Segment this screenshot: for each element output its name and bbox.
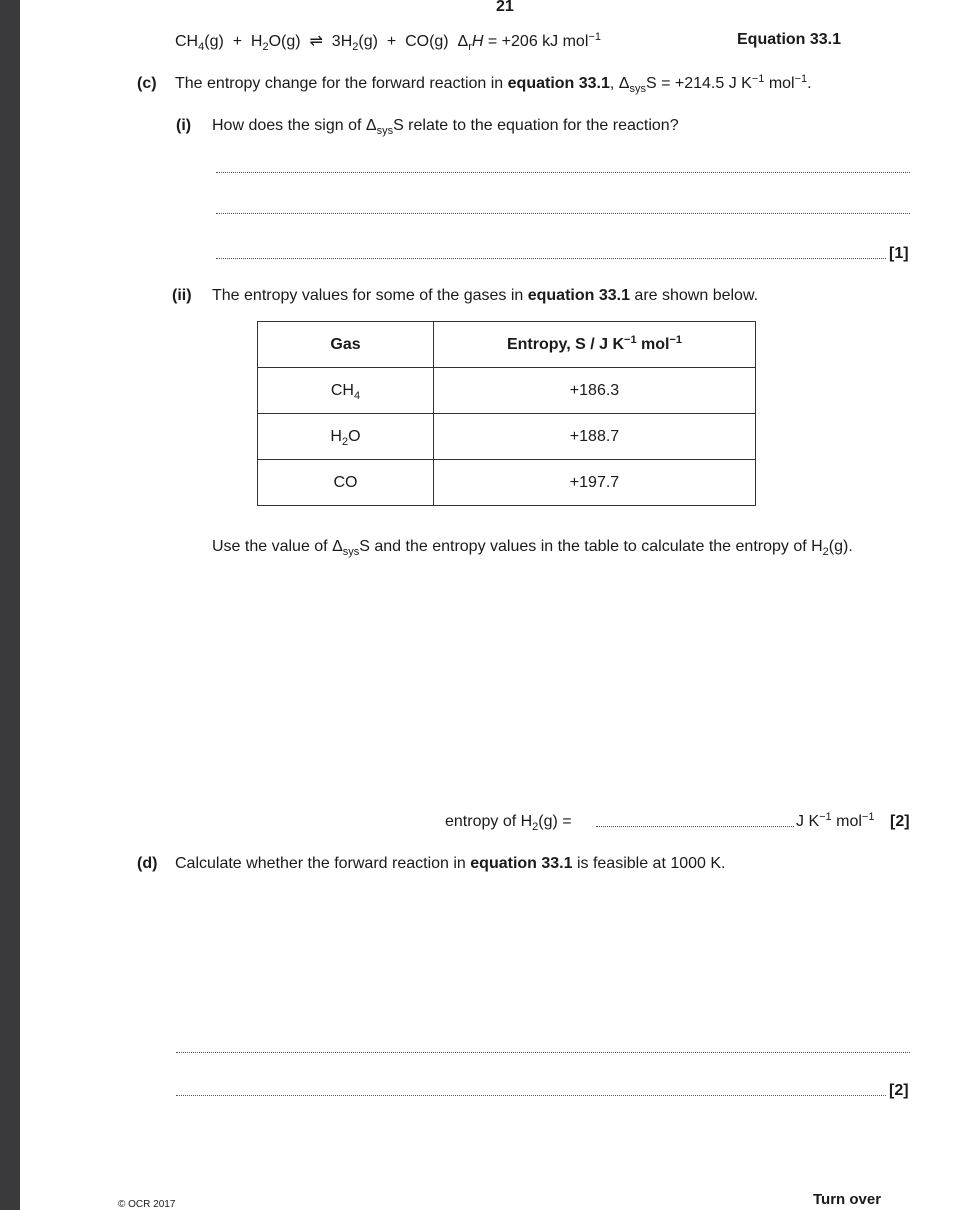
- part-c-ii-label: (ii): [172, 287, 192, 304]
- answer-line-1[interactable]: [216, 172, 910, 173]
- table-row: [258, 414, 756, 460]
- equilibrium-arrow-icon: ⇌: [309, 33, 323, 50]
- part-c-ii-instruction: Use the value of $\Delta_{sys}S$ and the entropy values in the table to calculate the entropy of $H_2(g)$.: [212, 538, 853, 558]
- table-row: [258, 368, 756, 414]
- answer-line-2[interactable]: [216, 213, 910, 214]
- entropy-table: [257, 321, 756, 506]
- table-header-row: [258, 322, 756, 368]
- answer-line-3[interactable]: [216, 258, 886, 259]
- marks-c-ii: [2]: [890, 813, 910, 830]
- answer-entropy-label: entropy of $H_2(g)$ =: [445, 813, 572, 833]
- header-entropy: Entropy, S / J $K^{-1}$ mol$^{-1}$: [434, 322, 756, 368]
- marks-d: [2]: [889, 1082, 909, 1099]
- header-gas: Gas: [258, 322, 434, 368]
- equation-label: Equation 33.1: [737, 31, 842, 48]
- part-c-i-label: (i): [176, 117, 192, 134]
- part-d-label: (d): [137, 855, 158, 872]
- answer-line-d-1[interactable]: [176, 1052, 910, 1053]
- turn-over: Turn over: [813, 1191, 882, 1208]
- gas-cell: $CH_4$: [258, 368, 434, 414]
- copyright: © OCR 2017: [118, 1199, 176, 1210]
- answer-line-d-2[interactable]: [176, 1095, 886, 1096]
- table-row: [258, 460, 756, 506]
- part-c-ii-text: The entropy values for some of the gases in equation 33.1 are shown below.: [212, 287, 759, 304]
- left-dark-edge: [0, 0, 20, 1210]
- part-c-label: (c): [137, 75, 157, 92]
- answer-units: J $K^{-1}$ mol$^{-1}$: [796, 811, 875, 830]
- entropy-cell: +197.7: [434, 460, 756, 506]
- part-c-i-question: How does the sign of $\Delta_{sys}S$ relate to the equation for the reaction?: [212, 117, 679, 137]
- entropy-cell: +188.7: [434, 414, 756, 460]
- page-number: 21: [496, 0, 514, 15]
- gas-cell: $H_2O$: [258, 414, 434, 460]
- entropy-cell: +186.3: [434, 368, 756, 414]
- gas-cell: CO: [258, 460, 434, 506]
- part-c-text: The entropy change for the forward reaction in equation 33.1, $\Delta_{sys}S = +214.5$ J $K^{-1}$ mol$^{-1}$.: [175, 73, 812, 95]
- part-d-text: Calculate whether the forward reaction in equation 33.1 is feasible at 1000 K.: [175, 855, 726, 872]
- equation-33-1: $CH_4(g) + H_2O(g)$ ⇌ $3H_2(g) + CO(g) \Delta_rH = +206$ kJ mol$^{-1}$: [175, 31, 601, 53]
- answer-entropy-line[interactable]: [596, 826, 794, 827]
- marks-c-i: [1]: [889, 245, 909, 262]
